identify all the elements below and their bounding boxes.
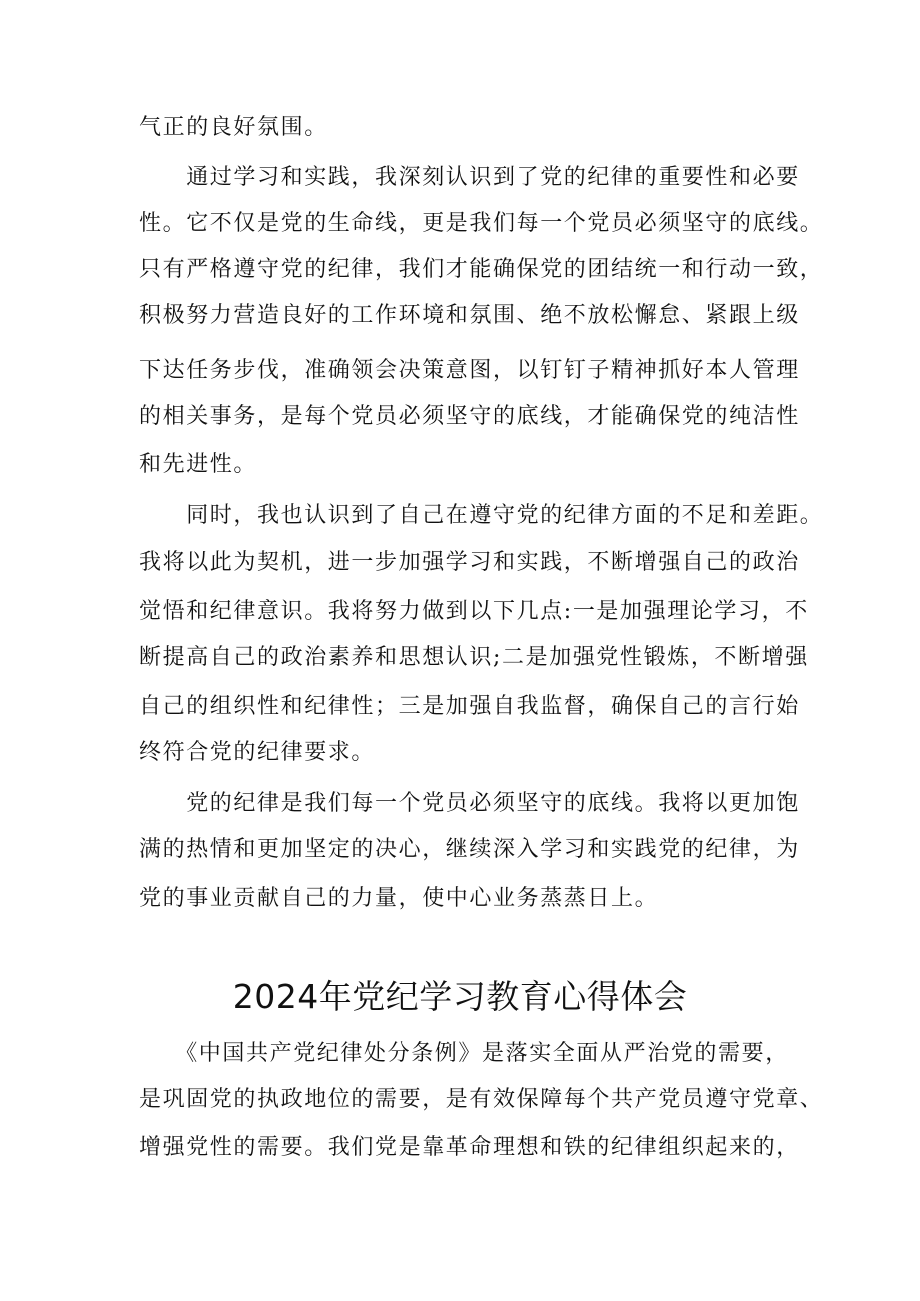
paragraph-line: 积极努力营造良好的工作环境和氛围、绝不放松懈怠、紧跟上级: [139, 303, 800, 328]
paragraph-line: 下达任务步伐，准确领会决策意图，以钉钉子精神抓好本人管理: [139, 358, 800, 383]
paragraph-line: 性。它不仅是党的生命线，更是我们每一个党员必须坚守的底线。: [139, 211, 824, 236]
paragraph-line: 《中国共产党纪律处分条例》是落实全面从严治党的需要，: [139, 1041, 789, 1066]
paragraph-line: 增强党性的需要。我们党是靠革命理想和铁的纪律组织起来的，: [139, 1135, 800, 1160]
paragraph-line: 通过学习和实践，我深刻认识到了党的纪律的重要性和必要: [139, 165, 800, 190]
paragraph-line: 觉悟和纪律意识。我将努力做到以下几点:一是加强理论学习，不: [139, 599, 809, 624]
paragraph-line: 党的事业贡献自己的力量，使中心业务蒸蒸日上。: [139, 886, 659, 911]
paragraph-line: 满的热情和更加坚定的决心，继续深入学习和实践党的纪律，为: [139, 837, 800, 862]
paragraph-line: 我将以此为契机，进一步加强学习和实践，不断增强自己的政治: [139, 550, 800, 575]
paragraph-line: 同时，我也认识到了自己在遵守党的纪律方面的不足和差距。: [139, 503, 824, 528]
paragraph-line: 气正的良好氛围。: [139, 115, 328, 140]
paragraph-line: 自己的组织性和纪律性；三是加强自我监督，确保自己的言行始: [139, 694, 800, 719]
paragraph-line: 只有严格遵守党的纪律，我们才能确保党的团结统一和行动一致，: [139, 257, 824, 282]
paragraph-line: 是巩固党的执政地位的需要，是有效保障每个共产党员遵守党章、: [139, 1087, 824, 1112]
paragraph-line: 的相关事务，是每个党员必须坚守的底线，才能确保党的纯洁性: [139, 404, 800, 429]
paragraph-line: 断提高自己的政治素养和思想认识;二是加强党性锻炼，不断增强: [139, 645, 809, 670]
paragraph-line: 终符合党的纪律要求。: [139, 740, 376, 765]
paragraph-line: 和先进性。: [139, 452, 258, 477]
section-title: 2024年党纪学习教育心得体会: [232, 977, 688, 1016]
paragraph-line: 党的纪律是我们每一个党员必须坚守的底线。我将以更加饱: [139, 791, 800, 816]
